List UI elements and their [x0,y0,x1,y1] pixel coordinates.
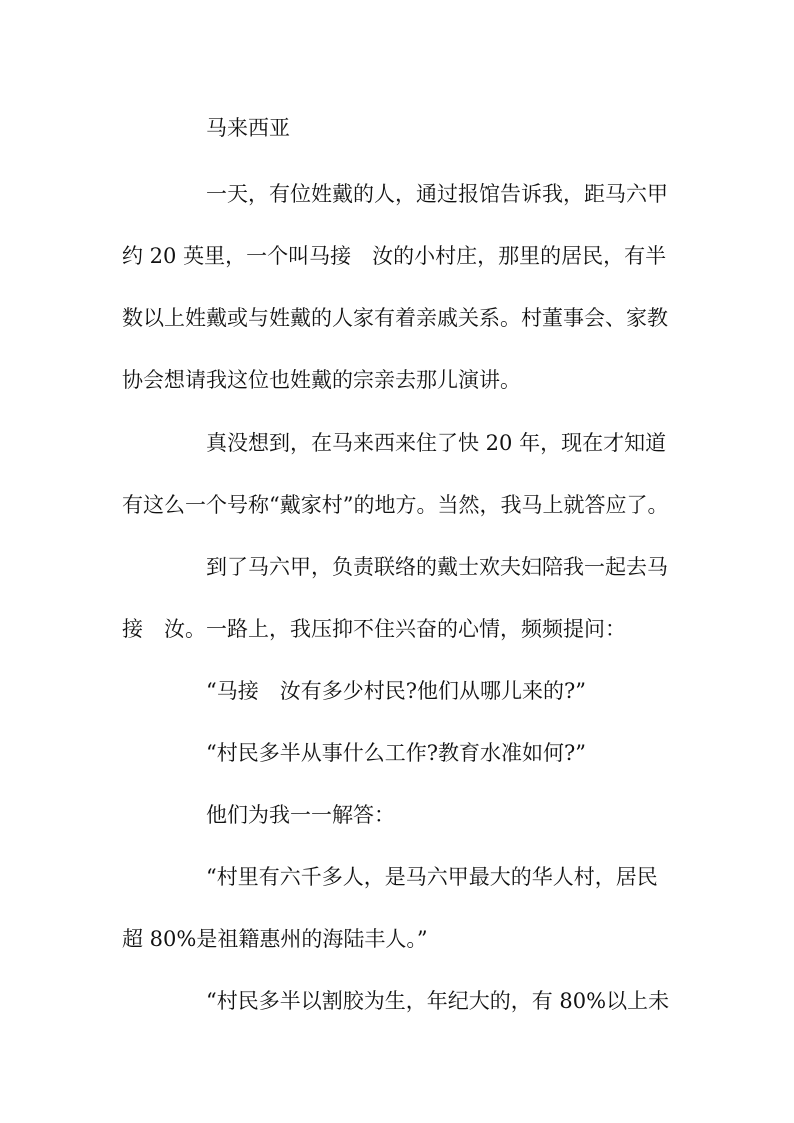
paragraph-line: “马接 汝有多少村民?他们从哪儿来的?” [206,679,586,703]
paragraph-line: 超 80%是祖籍惠州的海陆丰人。” [122,927,428,951]
paragraph-line: “村里有六千多人，是马六甲最大的华人村，居民 [206,865,658,889]
paragraph-line: 协会想请我这位也姓戴的宗亲去那儿演讲。 [122,368,521,392]
paragraph-line: 到了马六甲，负责联络的戴士欢夫妇陪我一起去马 [206,555,668,579]
paragraph-line: 他们为我一一解答： [206,803,395,827]
document-title: 马来西亚 [206,116,290,140]
paragraph-line: “村民多半从事什么工作?教育水准如何?” [206,741,586,765]
paragraph-line: 接 汝。一路上，我压抑不住兴奋的心情，频频提问： [122,617,626,641]
paragraph-line: 约 20 英里，一个叫马接 汝的小村庄，那里的居民，有半 [122,244,667,268]
paragraph-line: 数以上姓戴或与姓戴的人家有着亲戚关系。村董事会、家教 [122,306,668,330]
paragraph-line: 有这么一个号称“戴家村”的地方。当然，我马上就答应了。 [122,493,669,517]
paragraph-line: “村民多半以割胶为生，年纪大的，有 80%以上未 [206,989,670,1013]
paragraph-line: 真没想到，在马来西来住了快 20 年，现在才知道 [206,431,667,455]
paragraph-line: 一天，有位姓戴的人，通过报馆告诉我，距马六甲 [206,182,668,206]
